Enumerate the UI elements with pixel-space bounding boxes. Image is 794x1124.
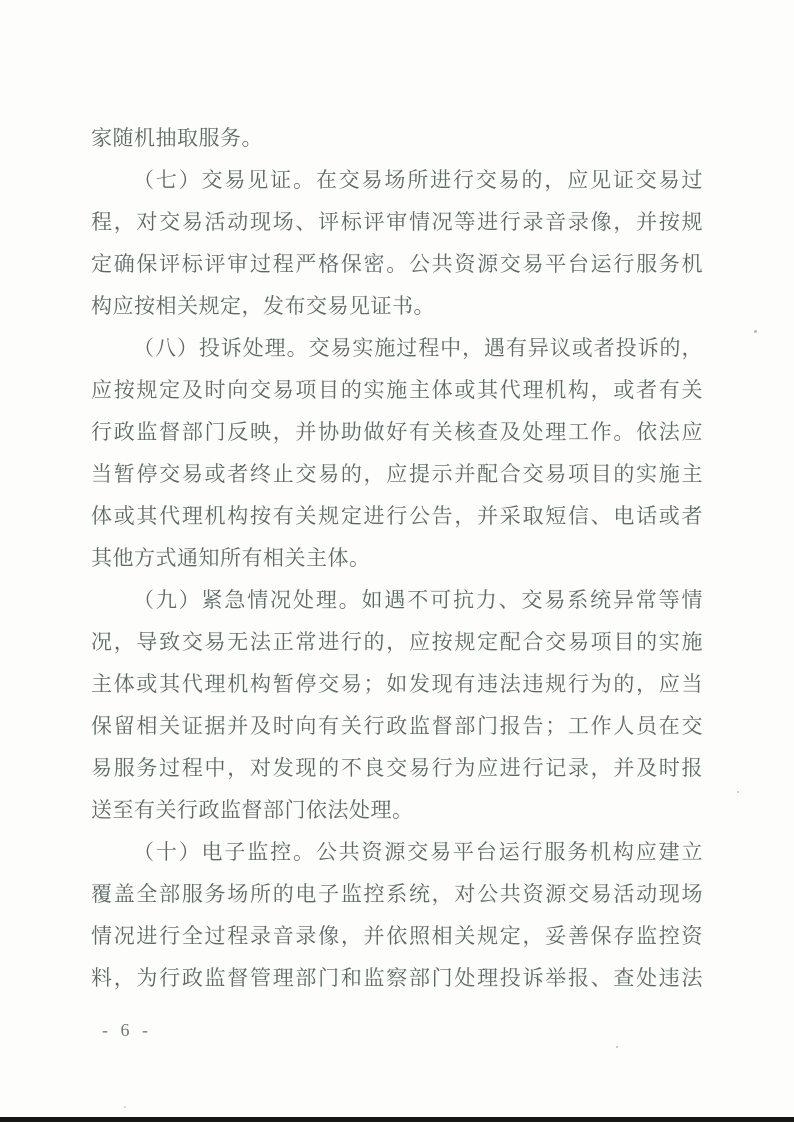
text-line: 定确保评标评审过程严格保密。公共资源交易平台运行服务机 [91,252,703,276]
scan-speck [737,791,739,793]
text-line: （八）投诉处理。交易实施过程中，遇有异议或者投诉的， [133,336,703,360]
text-line: （十）电子监控。公共资源交易平台运行服务机构应建立 [133,840,703,864]
scan-speck [754,330,757,333]
text-line: 主体或其代理机构暂停交易；如发现有违法违规行为的，应当 [91,672,703,696]
text-line: 行政监督部门反映，并协助做好有关核查及处理工作。依法应 [91,420,703,444]
text-line: （九）紧急情况处理。如遇不可抗力、交易系统异常等情 [133,588,703,612]
text-line: 应按规定及时向交易项目的实施主体或其代理机构，或者有关 [91,378,703,402]
document-text-block [91,117,703,999]
text-line: 构应按相关规定，发布交易见证书。 [91,294,435,318]
text-line: 送至有关行政监督部门依法处理。 [91,798,414,822]
text-line: 程，对交易活动现场、评标评审情况等进行录音录像，并按规 [91,210,703,234]
scan-speck [616,1046,618,1048]
text-line: 当暂停交易或者终止交易的，应提示并配合交易项目的实施主 [91,462,703,486]
text-line: 保留相关证据并及时向有关行政监督部门报告；工作人员在交 [91,714,703,738]
scan-edge-artifact [0,1117,794,1122]
scan-speck [124,1106,126,1108]
page-number: - 6 - [102,1020,152,1040]
text-line: 家随机抽取服务。 [91,126,263,150]
text-line: 情况进行全过程录音录像，并依照相关规定，妥善保存监控资 [91,924,703,948]
text-line: 其他方式通知所有相关主体。 [91,546,371,570]
text-line: 覆盖全部服务场所的电子监控系统，对公共资源交易活动现场 [91,882,703,906]
text-line: 况，导致交易无法正常进行的，应按规定配合交易项目的实施 [91,630,703,654]
text-line: 易服务过程中，对发现的不良交易行为应进行记录，并及时报 [91,756,703,780]
text-line: （七）交易见证。在交易场所进行交易的，应见证交易过 [133,168,703,192]
text-line: 料，为行政监督管理部门和监察部门处理投诉举报、查处违法 [91,966,703,990]
text-line: 体或其代理机构按有关规定进行公告，并采取短信、电话或者 [91,504,703,528]
